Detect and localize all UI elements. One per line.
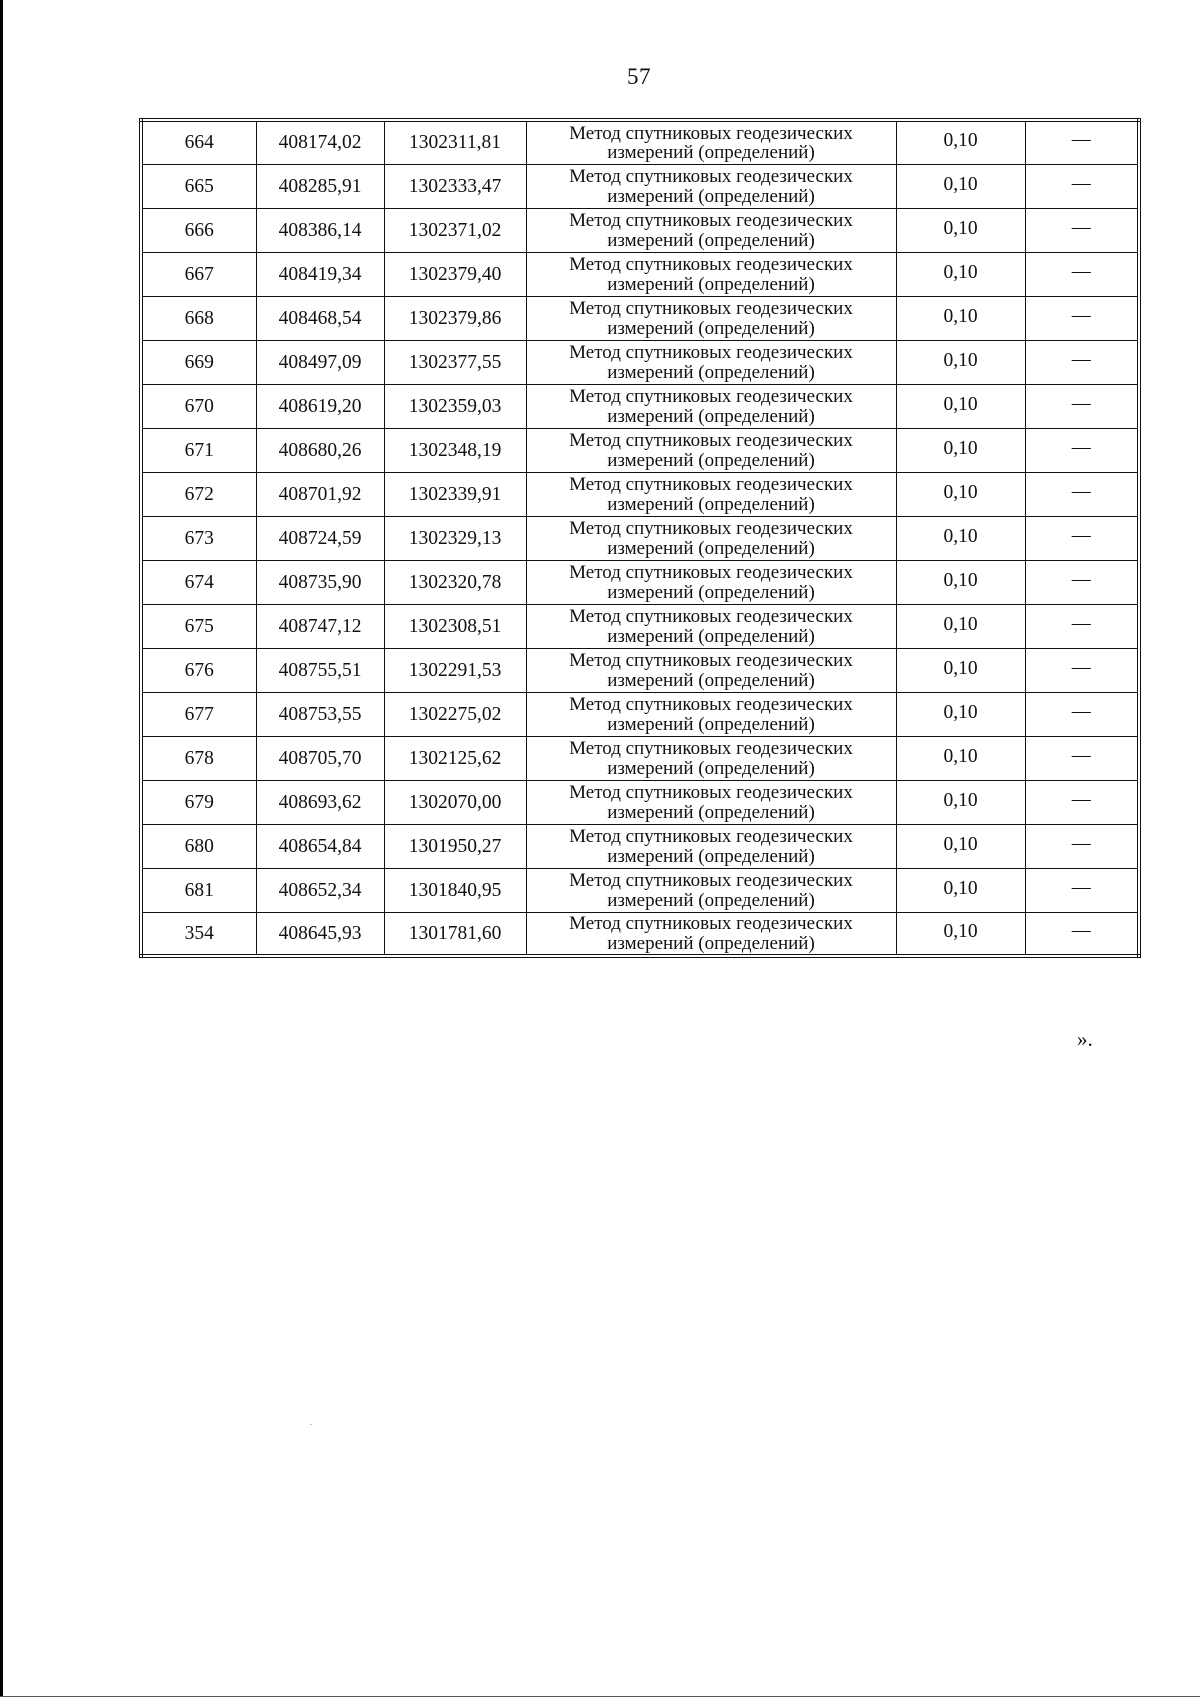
coordinate-y-cell: 1302311,81	[384, 120, 526, 164]
point-number-cell: 667	[141, 252, 256, 296]
table-row	[141, 868, 1139, 912]
note-cell: —	[1025, 428, 1139, 472]
table-row	[141, 472, 1139, 516]
point-number-cell: 666	[141, 208, 256, 252]
point-number-cell: 675	[141, 604, 256, 648]
point-number-cell: 670	[141, 384, 256, 428]
coordinate-x-cell: 408497,09	[256, 340, 384, 384]
method-line-2: измерений (определений)	[607, 142, 815, 164]
method-cell	[526, 384, 896, 428]
point-number-cell: 680	[141, 824, 256, 868]
note-cell: —	[1025, 208, 1139, 252]
accuracy-cell: 0,10	[896, 120, 1025, 164]
coordinate-x-cell: 408174,02	[256, 120, 384, 164]
point-number-cell: 676	[141, 648, 256, 692]
method-cell	[526, 648, 896, 692]
note-cell: —	[1025, 384, 1139, 428]
note-cell: —	[1025, 340, 1139, 384]
method-cell	[526, 428, 896, 472]
table-row	[141, 516, 1139, 560]
method-line-1: Метод спутниковых геодезических	[569, 430, 853, 451]
method-line-1: Метод спутниковых геодезических	[569, 650, 853, 671]
accuracy-cell: 0,10	[896, 340, 1025, 384]
accuracy-cell: 0,10	[896, 208, 1025, 252]
method-line-2: измерений (определений)	[607, 493, 815, 515]
note-cell: —	[1025, 472, 1139, 516]
method-line-2: измерений (определений)	[607, 405, 815, 427]
coordinate-x-cell: 408705,70	[256, 736, 384, 780]
coordinate-y-cell: 1302125,62	[384, 736, 526, 780]
method-line-1: Метод спутниковых геодезических	[569, 254, 853, 275]
coordinate-x-cell: 408645,93	[256, 912, 384, 956]
coordinate-y-cell: 1302329,13	[384, 516, 526, 560]
method-line-2: измерений (определений)	[607, 229, 815, 251]
point-number-cell: 673	[141, 516, 256, 560]
coordinate-x-cell: 408468,54	[256, 296, 384, 340]
coordinates-table	[139, 118, 1141, 958]
coordinate-y-cell: 1302333,47	[384, 164, 526, 208]
method-line-2: измерений (определений)	[607, 669, 815, 691]
accuracy-cell: 0,10	[896, 384, 1025, 428]
table-row	[141, 824, 1139, 868]
method-line-1: Метод спутниковых геодезических	[569, 386, 853, 407]
method-line-2: измерений (определений)	[607, 801, 815, 823]
method-line-1: Метод спутниковых геодезических	[569, 122, 853, 144]
coordinate-x-cell: 408735,90	[256, 560, 384, 604]
point-number-cell: 668	[141, 296, 256, 340]
method-cell	[526, 560, 896, 604]
point-number-cell: 681	[141, 868, 256, 912]
accuracy-cell: 0,10	[896, 868, 1025, 912]
coordinate-y-cell: 1302308,51	[384, 604, 526, 648]
method-line-1: Метод спутниковых геодезических	[569, 738, 853, 759]
coordinate-y-cell: 1302379,86	[384, 296, 526, 340]
coordinate-x-cell: 408755,51	[256, 648, 384, 692]
method-line-1: Метод спутниковых геодезических	[569, 562, 853, 583]
note-cell: —	[1025, 780, 1139, 824]
coordinate-x-cell: 408693,62	[256, 780, 384, 824]
coordinate-x-cell: 408680,26	[256, 428, 384, 472]
method-line-1: Метод спутниковых геодезических	[569, 606, 853, 627]
scan-edge-left	[0, 0, 3, 1697]
coordinates-table-body	[141, 120, 1139, 956]
method-line-2: измерений (определений)	[607, 713, 815, 735]
coordinate-x-cell: 408419,34	[256, 252, 384, 296]
table-row	[141, 692, 1139, 736]
coordinate-x-cell: 408747,12	[256, 604, 384, 648]
method-line-1: Метод спутниковых геодезических	[569, 166, 853, 187]
method-cell	[526, 340, 896, 384]
method-cell	[526, 516, 896, 560]
accuracy-cell: 0,10	[896, 912, 1025, 956]
note-cell: —	[1025, 120, 1139, 164]
method-line-1: Метод спутниковых геодезических	[569, 870, 853, 891]
table-row	[141, 780, 1139, 824]
note-cell: —	[1025, 912, 1139, 956]
note-cell: —	[1025, 516, 1139, 560]
coordinate-x-cell: 408724,59	[256, 516, 384, 560]
coordinate-x-cell: 408654,84	[256, 824, 384, 868]
table-row	[141, 428, 1139, 472]
accuracy-cell: 0,10	[896, 736, 1025, 780]
method-cell	[526, 164, 896, 208]
table-row	[141, 252, 1139, 296]
method-line-2: измерений (определений)	[607, 537, 815, 559]
coordinate-y-cell: 1302379,40	[384, 252, 526, 296]
table-row	[141, 648, 1139, 692]
method-cell	[526, 912, 896, 956]
table-row	[141, 736, 1139, 780]
note-cell: —	[1025, 604, 1139, 648]
accuracy-cell: 0,10	[896, 516, 1025, 560]
method-cell	[526, 208, 896, 252]
method-cell	[526, 252, 896, 296]
coordinate-y-cell: 1301781,60	[384, 912, 526, 956]
point-number-cell: 679	[141, 780, 256, 824]
closing-quote: ».	[1077, 1027, 1093, 1051]
method-line-1: Метод спутниковых геодезических	[569, 694, 853, 715]
method-line-2: измерений (определений)	[607, 845, 815, 867]
accuracy-cell: 0,10	[896, 428, 1025, 472]
method-line-2: измерений (определений)	[607, 449, 815, 471]
method-line-2: измерений (определений)	[607, 273, 815, 295]
point-number-cell: 674	[141, 560, 256, 604]
method-line-2: измерений (определений)	[607, 317, 815, 339]
coordinate-y-cell: 1302070,00	[384, 780, 526, 824]
accuracy-cell: 0,10	[896, 824, 1025, 868]
coordinate-y-cell: 1302377,55	[384, 340, 526, 384]
method-cell	[526, 692, 896, 736]
coordinate-x-cell: 408285,91	[256, 164, 384, 208]
coordinate-y-cell: 1302371,02	[384, 208, 526, 252]
method-line-1: Метод спутниковых геодезических	[569, 298, 853, 319]
note-cell: —	[1025, 164, 1139, 208]
note-cell: —	[1025, 692, 1139, 736]
method-cell	[526, 296, 896, 340]
point-number-cell: 665	[141, 164, 256, 208]
table-row	[141, 296, 1139, 340]
table-row	[141, 120, 1139, 164]
point-number-cell: 678	[141, 736, 256, 780]
accuracy-cell: 0,10	[896, 604, 1025, 648]
method-cell	[526, 824, 896, 868]
method-line-2: измерений (определений)	[607, 757, 815, 779]
point-number-cell: 669	[141, 340, 256, 384]
note-cell: —	[1025, 824, 1139, 868]
method-line-2: измерений (определений)	[607, 932, 815, 954]
coordinate-y-cell: 1302275,02	[384, 692, 526, 736]
method-cell	[526, 736, 896, 780]
point-number-cell: 664	[141, 120, 256, 164]
coordinate-y-cell: 1302320,78	[384, 560, 526, 604]
method-line-2: измерений (определений)	[607, 625, 815, 647]
method-line-1: Метод спутниковых геодезических	[569, 913, 853, 935]
method-line-1: Метод спутниковых геодезических	[569, 342, 853, 363]
table-row	[141, 560, 1139, 604]
accuracy-cell: 0,10	[896, 252, 1025, 296]
coordinate-y-cell: 1301840,95	[384, 868, 526, 912]
note-cell: —	[1025, 868, 1139, 912]
method-line-2: измерений (определений)	[607, 185, 815, 207]
method-line-1: Метод спутниковых геодезических	[569, 826, 853, 847]
accuracy-cell: 0,10	[896, 296, 1025, 340]
note-cell: —	[1025, 648, 1139, 692]
table-row	[141, 384, 1139, 428]
accuracy-cell: 0,10	[896, 692, 1025, 736]
coordinate-x-cell: 408701,92	[256, 472, 384, 516]
method-line-1: Метод спутниковых геодезических	[569, 518, 853, 539]
note-cell: —	[1025, 296, 1139, 340]
method-line-2: измерений (определений)	[607, 581, 815, 603]
note-cell: —	[1025, 560, 1139, 604]
method-cell	[526, 604, 896, 648]
method-line-1: Метод спутниковых геодезических	[569, 210, 853, 231]
method-cell	[526, 780, 896, 824]
page-number: 57	[627, 64, 651, 89]
point-number-cell: 672	[141, 472, 256, 516]
table-row	[141, 340, 1139, 384]
point-number-cell: 677	[141, 692, 256, 736]
note-cell: —	[1025, 736, 1139, 780]
table-row	[141, 604, 1139, 648]
note-cell: —	[1025, 252, 1139, 296]
accuracy-cell: 0,10	[896, 472, 1025, 516]
accuracy-cell: 0,10	[896, 560, 1025, 604]
coordinate-x-cell: 408753,55	[256, 692, 384, 736]
coordinate-y-cell: 1302348,19	[384, 428, 526, 472]
scan-speck	[310, 1424, 312, 1425]
coordinate-y-cell: 1302291,53	[384, 648, 526, 692]
coordinate-x-cell: 408652,34	[256, 868, 384, 912]
coordinate-y-cell: 1302339,91	[384, 472, 526, 516]
coordinate-y-cell: 1302359,03	[384, 384, 526, 428]
method-line-2: измерений (определений)	[607, 361, 815, 383]
accuracy-cell: 0,10	[896, 780, 1025, 824]
method-line-1: Метод спутниковых геодезических	[569, 474, 853, 495]
method-line-2: измерений (определений)	[607, 889, 815, 911]
table-row	[141, 912, 1139, 956]
method-cell	[526, 868, 896, 912]
coordinate-x-cell: 408386,14	[256, 208, 384, 252]
accuracy-cell: 0,10	[896, 648, 1025, 692]
method-cell	[526, 120, 896, 164]
point-number-cell: 671	[141, 428, 256, 472]
method-line-1: Метод спутниковых геодезических	[569, 782, 853, 803]
accuracy-cell: 0,10	[896, 164, 1025, 208]
coordinate-x-cell: 408619,20	[256, 384, 384, 428]
table-row	[141, 164, 1139, 208]
coordinate-y-cell: 1301950,27	[384, 824, 526, 868]
method-cell	[526, 472, 896, 516]
point-number-cell: 354	[141, 912, 256, 956]
table-row	[141, 208, 1139, 252]
